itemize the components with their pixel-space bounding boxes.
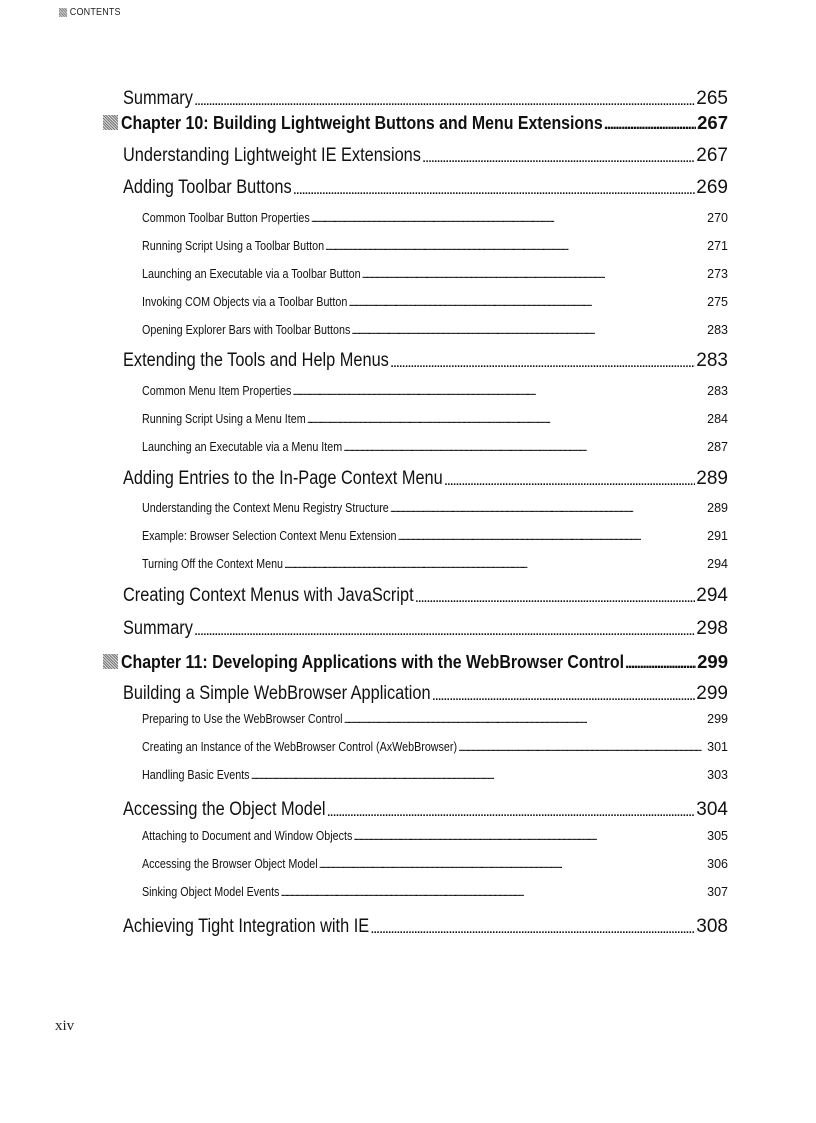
toc-entry-page: 289 (696, 468, 728, 489)
page-folio: xiv (55, 1018, 75, 1034)
toc-entry-title (142, 239, 324, 253)
chapter-marker-icon (103, 115, 118, 130)
dot-leader (604, 116, 696, 134)
dot-leader (362, 269, 707, 281)
square-bullet-icon (59, 8, 67, 17)
dot-leader (458, 742, 706, 754)
toc-entry-page: 283 (707, 323, 728, 337)
toc-entry-page: 265 (696, 88, 728, 109)
toc-entry-title (103, 651, 624, 673)
toc-entry-subsection[interactable] (142, 885, 728, 899)
toc-entry-title-text: Chapter 11: Developing Applications with the WebBrowser Control (121, 651, 624, 672)
toc-entry-section[interactable] (123, 618, 728, 640)
toc-entry-title (123, 468, 443, 490)
toc-entry-page: 284 (707, 412, 728, 426)
toc-entry-section[interactable] (123, 916, 728, 938)
toc-entry-title-text: Accessing the Object Model (123, 799, 326, 820)
toc-entry-title-text: Common Toolbar Button Properties (142, 211, 310, 225)
toc-entry-title (123, 145, 421, 167)
toc-entry-page: 303 (707, 768, 728, 782)
toc-entry-title (123, 88, 193, 110)
toc-entry-subsection[interactable] (142, 295, 728, 309)
dot-leader (194, 622, 695, 640)
toc-entry-subsection[interactable] (142, 740, 728, 754)
toc-entry-section[interactable] (123, 88, 728, 110)
toc-entry-title (123, 585, 414, 607)
toc-entry-page: 299 (697, 651, 728, 672)
dot-leader (422, 149, 695, 167)
toc-entry-title (142, 557, 283, 571)
toc-entry-page: 294 (696, 585, 728, 606)
dot-leader (194, 92, 695, 110)
toc-entry-page: 307 (707, 885, 728, 899)
toc-entry-page: 299 (696, 683, 728, 704)
toc-entry-title-text: Creating Context Menus with JavaScript (123, 585, 414, 606)
toc-entry-subsection[interactable] (142, 829, 728, 843)
dot-leader (625, 655, 696, 673)
toc-entry-page: 283 (696, 350, 728, 371)
toc-entry-subsection[interactable] (142, 857, 728, 871)
toc-entry-title-text: Opening Explorer Bars with Toolbar Buttons (142, 323, 351, 337)
dot-leader (353, 831, 706, 843)
toc-entry-section[interactable] (123, 683, 728, 705)
toc-entry-page: 299 (707, 712, 728, 726)
toc-entry-section[interactable] (123, 468, 728, 490)
dot-leader (415, 589, 696, 607)
toc-entry-subsection[interactable] (142, 501, 728, 515)
toc-entry-title-text: Adding Entries to the In-Page Context Menu (123, 468, 443, 489)
toc-entry-subsection[interactable] (142, 323, 728, 337)
toc-entry-title (142, 267, 361, 281)
dot-leader (325, 241, 706, 253)
toc-entry-page: 269 (696, 177, 728, 198)
dot-leader (344, 714, 707, 726)
toc-entry-page: 267 (697, 112, 728, 133)
toc-entry-title (142, 740, 457, 754)
toc-entry-title-text: Achieving Tight Integration with IE (123, 916, 370, 937)
dot-leader (280, 887, 706, 899)
toc-entry-title-text: Handling Basic Events (142, 768, 250, 782)
dot-leader (432, 687, 696, 705)
toc-entry-title (142, 529, 397, 543)
toc-entry-section[interactable] (123, 585, 728, 607)
dot-leader (319, 859, 706, 871)
toc-entry-subsection[interactable] (142, 440, 728, 454)
toc-entry-title-text: Accessing the Browser Object Model (142, 857, 318, 871)
toc-entry-subsection[interactable] (142, 211, 728, 225)
toc-entry-subsection[interactable] (142, 267, 728, 281)
dot-leader (293, 181, 696, 199)
toc-entry-title (123, 916, 369, 938)
toc-entry-title (123, 683, 431, 705)
toc-entry-title-text: Common Menu Item Properties (142, 384, 292, 398)
dot-leader (327, 803, 696, 821)
toc-entry-title-text: Sinking Object Model Events (142, 885, 280, 899)
toc-entry-page: 270 (707, 211, 728, 225)
chapter-marker-icon (103, 654, 118, 669)
dot-leader (348, 297, 706, 309)
toc-entry-title-text: Invoking COM Objects via a Toolbar Button (142, 295, 348, 309)
dot-leader (311, 213, 706, 225)
dot-leader (390, 503, 706, 515)
toc-entry-title-text: Creating an Instance of the WebBrowser Control (AxWebBrowser) (142, 740, 458, 754)
toc-entry-subsection[interactable] (142, 239, 728, 253)
toc-entry-title-text: Launching an Executable via a Menu Item (142, 440, 343, 454)
toc-entry-title (142, 295, 347, 309)
dot-leader (251, 770, 707, 782)
dot-leader (343, 442, 706, 454)
toc-entry-title (142, 857, 318, 871)
toc-entry-title (142, 440, 342, 454)
dot-leader (307, 414, 706, 426)
dot-leader (284, 559, 706, 571)
dot-leader (370, 920, 695, 938)
toc-entry-chapter[interactable] (103, 651, 728, 673)
toc-entry-section[interactable] (123, 799, 728, 821)
toc-entry-page: 291 (707, 529, 728, 543)
toc-entry-page: 294 (707, 557, 728, 571)
toc-entry-title (142, 211, 310, 225)
toc-entry-title-text: Adding Toolbar Buttons (123, 177, 292, 198)
toc-entry-title (142, 323, 350, 337)
dot-leader (351, 325, 706, 337)
toc-entry-page: 305 (707, 829, 728, 843)
toc-entry-page: 273 (707, 267, 728, 281)
toc-entry-subsection[interactable] (142, 712, 728, 726)
toc-entry-title-text: Summary (123, 88, 193, 109)
toc-entry-page: 287 (707, 440, 728, 454)
toc-entry-page: 301 (707, 740, 728, 754)
toc-entry-title (142, 768, 250, 782)
toc-entry-title (142, 384, 291, 398)
toc-entry-subsection[interactable] (142, 768, 728, 782)
toc-entry-title-text: Understanding the Context Menu Registry Structure (142, 501, 389, 515)
running-head (59, 7, 121, 18)
toc-entry-subsection[interactable] (142, 557, 728, 571)
toc-entry-title-text: Understanding Lightweight IE Extensions (123, 145, 421, 166)
toc-entry-chapter[interactable] (103, 112, 728, 134)
toc-entry-page: 308 (696, 916, 728, 937)
toc-entry-title (142, 501, 389, 515)
toc-entry-title-text: Summary (123, 618, 193, 639)
toc-entry-page: 289 (707, 501, 728, 515)
toc-entry-section[interactable] (123, 350, 728, 372)
toc-entry-title-text: Running Script Using a Menu Item (142, 412, 306, 426)
toc-entry-page: 275 (707, 295, 728, 309)
toc-entry-section[interactable] (123, 177, 728, 199)
toc-entry-title (142, 829, 352, 843)
dot-leader (390, 354, 695, 372)
dot-leader (444, 472, 696, 490)
toc-entry-section[interactable] (123, 145, 728, 167)
toc-entry-title (123, 799, 326, 821)
running-head-label: CONTENTS (69, 7, 121, 18)
toc-entry-page: 298 (696, 618, 728, 639)
toc-entry-title (123, 618, 193, 640)
toc-entry-title-text: Attaching to Document and Window Objects (142, 829, 353, 843)
toc-entry-title-text: Turning Off the Context Menu (142, 557, 284, 571)
toc-entry-title (123, 350, 389, 372)
toc-entry-page: 283 (707, 384, 728, 398)
toc-entry-subsection[interactable] (142, 384, 728, 398)
toc-entry-title-text: Example: Browser Selection Context Menu Extension (142, 529, 397, 543)
toc-entry-title (142, 885, 279, 899)
toc-entry-title (123, 177, 292, 199)
toc-entry-title-text: Preparing to Use the WebBrowser Control (142, 712, 343, 726)
toc-entry-subsection[interactable] (142, 412, 728, 426)
toc-entry-page: 304 (696, 799, 728, 820)
toc-entry-title-text: Launching an Executable via a Toolbar Button (142, 267, 361, 281)
toc-entry-title-text: Running Script Using a Toolbar Button (142, 239, 325, 253)
toc-entry-title-text: Building a Simple WebBrowser Application (123, 683, 431, 704)
toc-entry-title (142, 712, 343, 726)
toc-entry-page: 306 (707, 857, 728, 871)
dot-leader (292, 386, 706, 398)
dot-leader (398, 531, 707, 543)
toc-entry-subsection[interactable] (142, 529, 728, 543)
toc-entry-title-text: Extending the Tools and Help Menus (123, 350, 389, 371)
toc-entry-title (103, 112, 603, 134)
toc-entry-title-text: Chapter 10: Building Lightweight Buttons and Menu Extensions (121, 112, 603, 133)
toc-entry-title (142, 412, 306, 426)
toc-entry-page: 267 (696, 145, 728, 166)
toc-entry-page: 271 (707, 239, 728, 253)
